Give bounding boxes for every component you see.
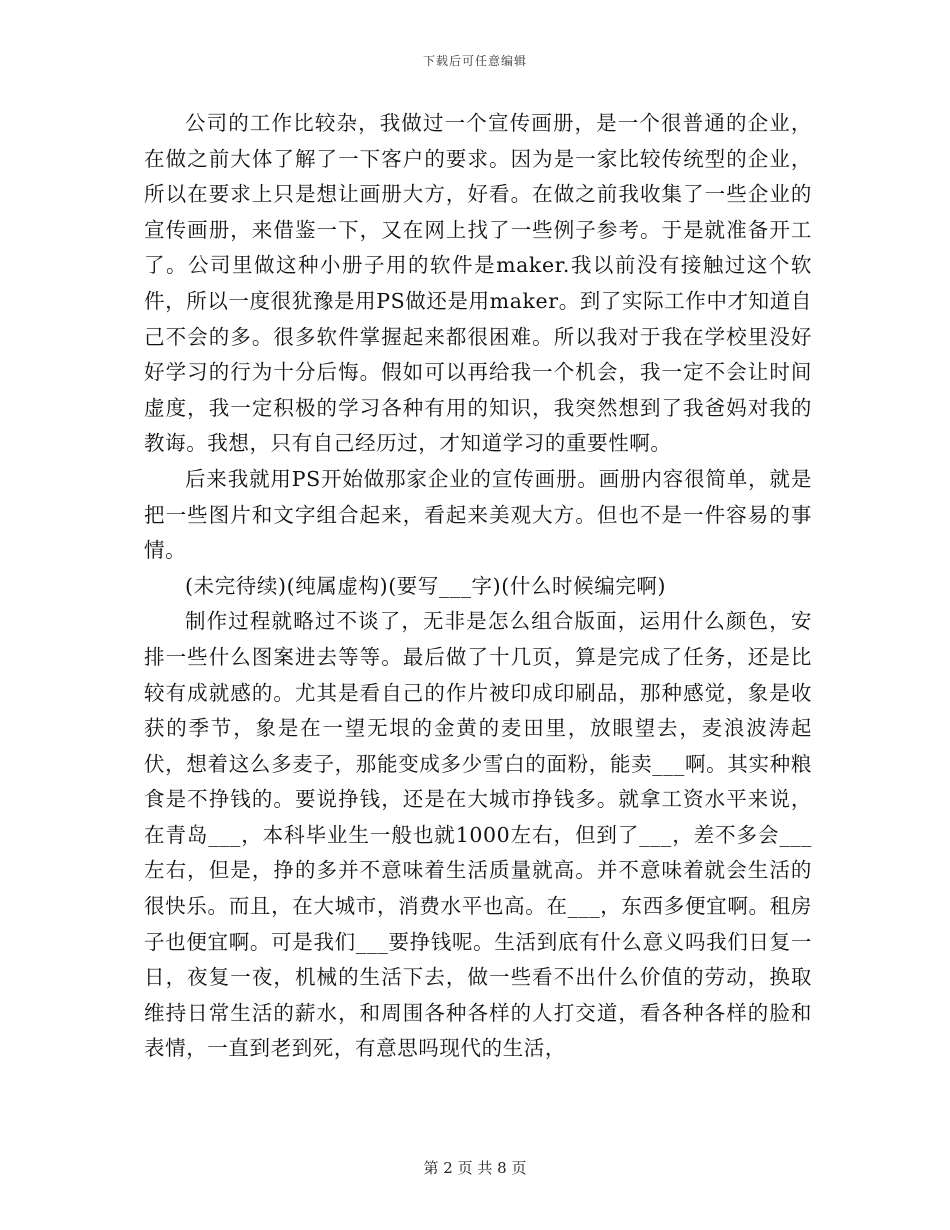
document-body: [144, 106, 812, 1067]
paragraph: (未完待续)(纯属虚构)(要写___字)(什么时候编完啊): [185, 573, 667, 598]
paragraph: 制作过程就略过不谈了，无非是怎么组合版面，运用什么颜色，安排一些什么图案进去等等。最后做了十几页，算是完成了任务，还是比较有成就感的。尤其是看自己的作片被印成印刷品，那种感觉，象是收获的季节，象是在一望无垠的金黄的麦田里，放眼望去，麦浪波涛起伏，想着这么多麦子，那能变成多少雪白的面粉，能卖___啊。其实种粮食是不挣钱的。要说挣钱，还是在大城市挣钱多。就拿工资水平来说，在青岛___，本科毕业生一般也就1000左右，但到了___，差不多会___左右，但是，挣的多并不意味着生活质量就高。并不意味着就会生活的很快乐。而且，在大城市，消费水平也高。在___，东西多便宜啊。租房子也便宜啊。可是我们___要挣钱呢。生活到底有什么意义吗我们日复一日，夜复一夜，机械的生活下去，做一些看不出什么价值的劳动，换取维持日常生活的薪水，和周围各种各样的人打交道，看各种各样的脸和表情，一直到老到死，有意思吗现代的生活，: [144, 609, 812, 1061]
paragraph: 公司的工作比较杂，我做过一个宣传画册，是一个很普通的企业，在做之前大体了解了一下客户的要求。因为是一家比较传统型的企业，所以在要求上只是想让画册大方，好看。在做之前我收集了一些企业的宣传画册，来借鉴一下，又在网上找了一些例子参考。于是就准备开工了。公司里做这种小册子用的软件是maker.我以前没有接触过这个软件，所以一度很犹豫是用PS做还是用maker。到了实际工作中才知道自己不会的多。很多软件掌握起来都很困难。所以我对于我在学校里没好好学习的行为十分后悔。假如可以再给我一个机会，我一定不会让时间虚度，我一定积极的学习各种有用的知识，我突然想到了我爸妈对我的教诲。我想，只有自己经历过，才知道学习的重要性啊。: [144, 111, 812, 456]
page-number-footer: 第 2 页 共 8 页: [423, 1159, 527, 1177]
paragraph: 后来我就用PS开始做那家企业的宣传画册。画册内容很简单，就是把一些图片和文字组合起来，看起来美观大方。但也不是一件容易的事情。: [144, 466, 812, 563]
page-header: 下载后可任意编辑: [422, 54, 527, 68]
